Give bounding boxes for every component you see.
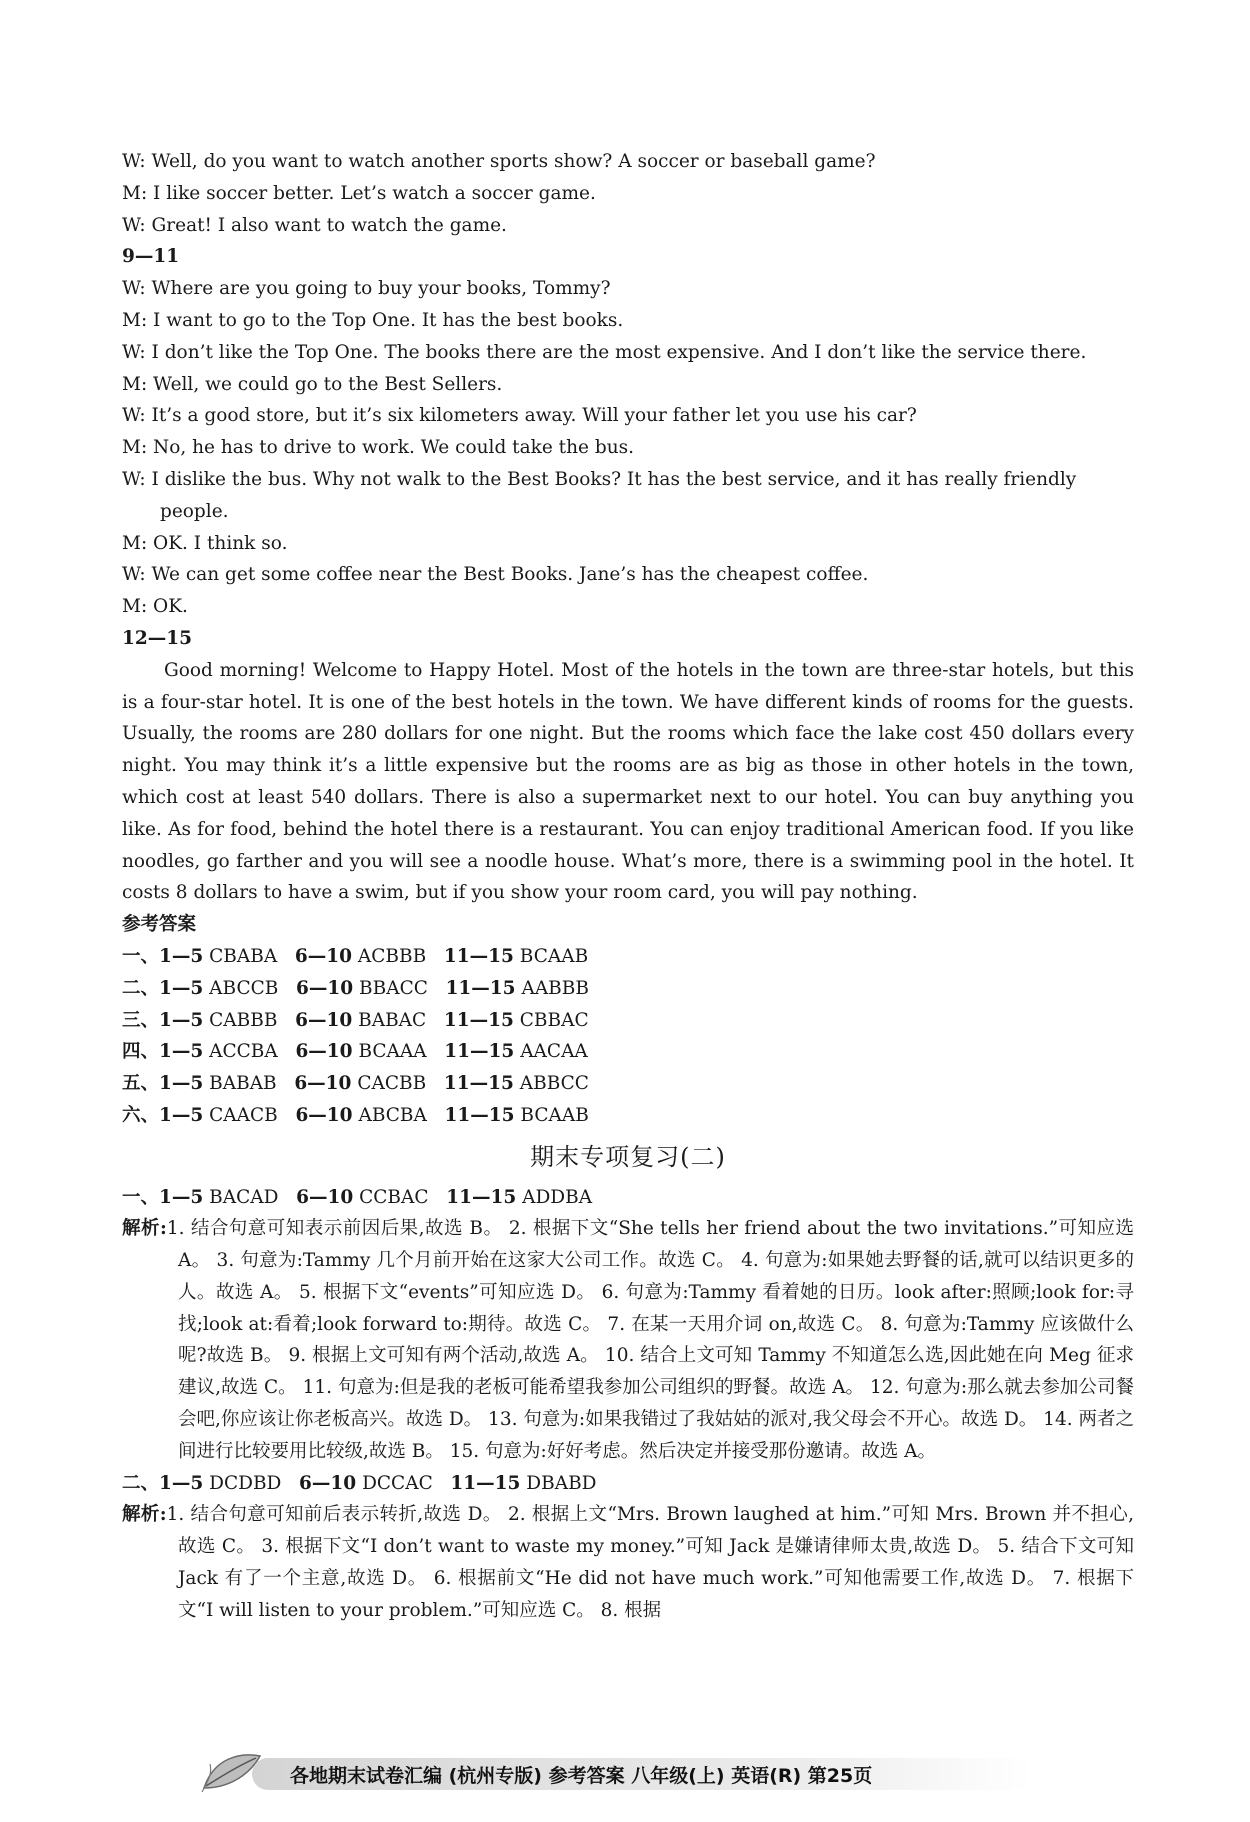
dialogue-line: M: I want to go to the Top One. It has the best books. (122, 309, 624, 331)
page-footer (200, 1748, 1040, 1794)
dialogue-line: M: OK. I think so. (122, 532, 288, 554)
dialogue-line: M: Well, we could go to the Best Sellers. (122, 373, 503, 395)
dialogue-section-2 (122, 273, 1134, 623)
answer-row: 六、1—5 CAACB 6—10 ABCBA 11—15 BCAAB (122, 1104, 589, 1126)
dialogue-line: W: Well, do you want to watch another sports show? A soccer or baseball game? (122, 151, 876, 172)
answer-key (122, 941, 1134, 1132)
dialogue-line: W: Where are you going to buy your books, Tommy? (122, 278, 611, 300)
answers-heading: 参考答案 (122, 914, 197, 936)
part2-analysis: 解析:1. 结合句意可知前后表示转折,故选 D。 2. 根据上文“Mrs. Brown laughed at him.”可知 Mrs. Brown 并不担心,故选 C。 3. 根据下文“I don’t want to waste my money.”可知 Jack 是嫌请律师太贵,故选 D。 5. 结合下文可知 Jack 有了一个主意,故选 D。 6. 根据前文“He did not have much work.”可知他需要工作,故选 D。 7. 根据下文“I will listen to your problem.”可知应选 C。 8. 根据 (122, 1504, 1134, 1621)
page-content (122, 146, 1134, 1627)
answer-row: 四、1—5 ACCBA 6—10 BCAAA 11—15 AACAA (122, 1041, 588, 1063)
dialogue-line: W: We can get some coffee near the Best Books. Jane’s has the cheapest coffee. (122, 564, 869, 586)
dialogue-section-1 (122, 146, 1134, 241)
answer-row: 三、1—5 CABBB 6—10 BABAC 11—15 CBBAC (122, 1009, 589, 1031)
dialogue-line: W: I don’t like the Top One. The books there are the most expensive. And I don’t like the service there. (122, 341, 1087, 363)
dialogue-line: W: I dislike the bus. Why not walk to the Best Books? It has the best service, and it has really friendly people. (122, 468, 1077, 522)
footer-text: 各地期末试卷汇编 (杭州专版) 参考答案 八年级(上) 英语(R) 第25页 (290, 1765, 873, 1787)
part2-answers: 二、1—5 DCDBD 6—10 DCCAC 11—15 DBABD (122, 1472, 597, 1494)
part1-analysis: 解析:1. 结合句意可知表示前因后果,故选 B。 2. 根据下文“She tells her friend about the two invitations.”可知应选 A。 3. 句意为:Tammy 几个月前开始在这家大公司工作。故选 C。 4. 句意为:如果她去野餐的话,就可以结识更多的人。故选 A。 5. 根据下文“events”可知应选 D。 6. 句意为:Tammy 看着她的日历。look after:照顾;look for:寻找;look at:看着;look forward to:期待。故选 C。 7. 在某一天用介词 on,故选 C。 8. 句意为:Tammy 应该做什么呢?故选 B。 9. 根据上文可知有两个活动,故选 A。 10. 结合上文可知 Tammy 不知道怎么选,因此她在向 Meg 征求建议,故选 C。 11. 句意为:但是我的老板可能希望我参加公司组织的野餐。故选 A。 12. 句意为:那么就去参加公司餐会吧,你应该让你老板高兴。故选 D。 13. 句意为:如果我错过了我姑姑的派对,我父母会不开心。故选 D。 14. 两者之间进行比较要用比较级,故选 B。 15. 句意为:好好考虑。然后决定并接受那份邀请。故选 A。 (122, 1218, 1135, 1462)
dialogue-line: M: OK. (122, 596, 188, 618)
dialogue-line: W: Great! I also want to watch the game. (122, 214, 507, 236)
answer-row: 二、1—5 ABCCB 6—10 BBACC 11—15 AABBB (122, 977, 589, 999)
dialogue-line: M: I like soccer better. Let’s watch a soccer game. (122, 182, 596, 204)
answer-row: 五、1—5 BABAB 6—10 CACBB 11—15 ABBCC (122, 1073, 589, 1095)
section-number-9-11: 9—11 (122, 246, 180, 268)
answer-row: 一、1—5 CBABA 6—10 ACBBB 11—15 BCAAB (122, 945, 589, 967)
section-number-12-15: 12—15 (122, 627, 192, 649)
hotel-passage: Good morning! Welcome to Happy Hotel. Most of the hotels in the town are three-star hotels, but this is a four-star hotel. It is one of the best hotels in the town. We have different kinds of rooms for the guests. Usually, the rooms are 280 dollars for one night. But the rooms which face the lake cost 450 dollars every night. You may think it’s a little expensive but the rooms are as big as those in other hotels in the town, which cost at least 540 dollars. There is also a supermarket next to our hotel. You can buy anything you like. As for food, behind the hotel there is a restaurant. You can enjoy traditional American food. If you like noodles, go farther and you will see a noodle house. What’s more, there is a swimming pool in the hotel. It costs 8 dollars to have a swim, but if you show your room card, you will pay nothing. (122, 659, 1134, 904)
section-title: 期末专项复习(二) (530, 1142, 726, 1171)
part1-answers: 一、1—5 BACAD 6—10 CCBAC 11—15 ADDBA (122, 1186, 593, 1208)
dialogue-line: M: No, he has to drive to work. We could take the bus. (122, 437, 634, 459)
dialogue-line: W: It’s a good store, but it’s six kilometers away. Will your father let you use his car? (122, 405, 917, 427)
